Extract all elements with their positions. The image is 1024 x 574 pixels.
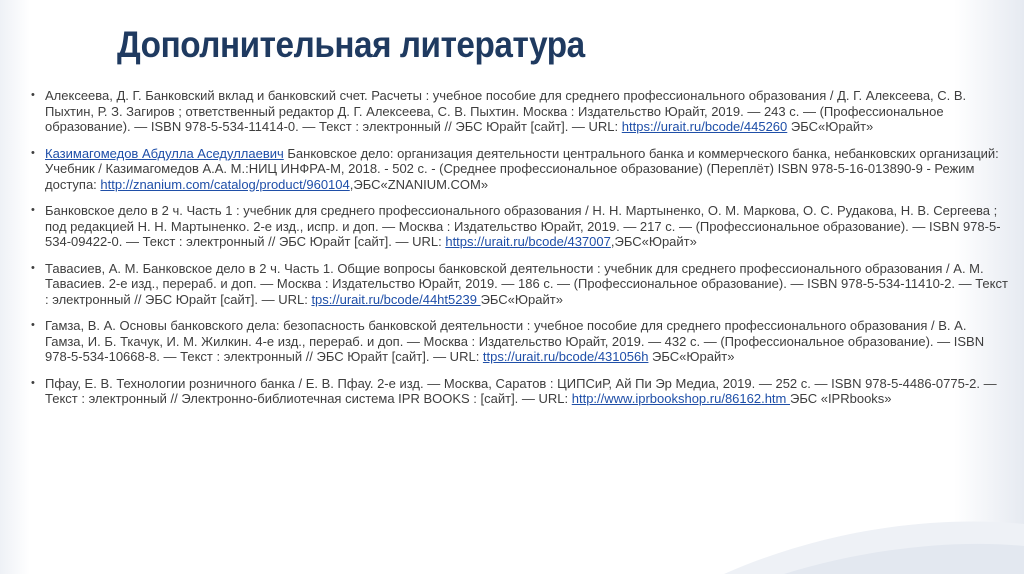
reference-list — [29, 88, 1009, 418]
reference-text: Банковское дело: организация деятельности центрального банка и коммерческого банка, небанковских организаций: Учебник / Казимагомедов А.А. М.:НИЦ ИНФРА-М, 2018. - 502 с. - (Среднее профессиональное образование) (Переплёт) ISBN 978-5-16-013890-9 - Режим доступа: — [45, 145, 999, 192]
left-decor-band — [0, 0, 30, 574]
reference-source: ЭБС«Юрайт» — [648, 349, 735, 364]
reference-item-4 — [29, 261, 1009, 308]
reference-link[interactable]: ttps://urait.ru/bcode/431056h — [482, 349, 649, 364]
reference-item-2 — [29, 146, 1009, 193]
bullet-icon: • — [31, 89, 35, 101]
reference-source: ,ЭБС«ZNANIUM.COM» — [349, 176, 489, 192]
reference-link[interactable]: https://urait.ru/bcode/437007 — [445, 234, 611, 249]
author-link[interactable]: Казимагомедов Абдулла Аседуллаевич — [45, 145, 284, 161]
reference-item-6 — [29, 376, 1009, 407]
reference-link[interactable]: https://urait.ru/bcode/445260 — [621, 119, 788, 134]
reference-source: ,ЭБС«Юрайт» — [610, 234, 697, 249]
reference-text: Алексеева, Д. Г. Банковский вклад и банковский счет. Расчеты : учебное пособие для среднего профессионального образования / Д. Г. Алексеева, С. В. Пыхтин, Р. З. Загиров ; ответственный редактор Д. Г. Алексеева, С. В. Пыхтин. Москва : Издательство Юрайт, 2019. — 243 с. — (Профессиональное образование). — ISBN 978-5-534-11414-0. — Текст : электронный // ЭБС Юрайт [сайт]. — URL: — [45, 88, 967, 134]
corner-swoosh-decor — [724, 464, 1024, 574]
bullet-icon: • — [31, 204, 35, 216]
page-title: Дополнительная литература — [117, 24, 585, 65]
reference-source: ЭБС «IPRbooks» — [789, 391, 892, 406]
reference-link[interactable]: tps://urait.ru/bcode/44ht5239 — [311, 291, 481, 307]
reference-item-5 — [29, 318, 1009, 365]
bullet-icon: • — [31, 261, 35, 274]
reference-text: Гамза, В. А. Основы банковского дела: безопасность банковской деятельности : учебное пособие для среднего профессионального образования / В. А. Гамза, И. Б. Ткачук, И. М. Жилкин. 4-е изд., перераб. и доп. — Москва : Издательство Юрайт, 2019. — 432 с. — (Профессиональное образование). — ISBN 978-5-534-10668-8. — Текст : электронный // ЭБС Юрайт [сайт]. — URL: — [45, 318, 985, 364]
reference-item-3 — [29, 203, 1009, 250]
bullet-icon: • — [31, 319, 35, 331]
reference-link[interactable]: http://www.iprbookshop.ru/86162.htm — [571, 391, 790, 406]
reference-source: ЭБС«Юрайт» — [480, 291, 563, 307]
reference-text: Тавасиев, А. М. Банковское дело в 2 ч. Часть 1. Общие вопросы банковской деятельности : учебник для среднего профессионального образования / А. М. Тавасиев. 2-е изд., перераб. и доп. — Москва : Издательство Юрайт, 2019. — 186 с. — (Профессиональное образование). — ISBN 978-5-534-11410-2. — Текст : электронный // ЭБС Юрайт [сайт]. — URL: — [45, 260, 1008, 307]
bullet-icon: • — [31, 146, 35, 159]
reference-link[interactable]: http://znanium.com/catalog/product/960104 — [100, 176, 350, 192]
reference-text: Банковское дело в 2 ч. Часть 1 : учебник для среднего профессионального образования / Н. Н. Мартыненко, О. М. Маркова, О. С. Рудакова, Н. В. Сергеева ; под редакцией Н. Н. Мартыненко. 2-е изд., испр. и доп. — Москва : Издательство Юрайт, 2019. — 217 с. — (Профессиональное образование). — ISBN 978-5-534-09422-0. — Текст : электронный // ЭБС Юрайт [сайт]. — URL: — [45, 203, 1001, 249]
bullet-icon: • — [31, 376, 35, 389]
reference-item-1 — [29, 88, 1009, 135]
reference-source: ЭБС«Юрайт» — [787, 119, 874, 134]
reference-text: Пфау, Е. В. Технологии розничного банка / Е. В. Пфау. 2-е изд. — Москва, Саратов : ЦИПСиР, Ай Пи Эр Медиа, 2019. — 252 с. — ISBN 978-5-4486-0775-2. — Текст : электронный // Электронно-библиотечная система IPR BOOKS : [сайт]. — URL: — [45, 375, 997, 406]
